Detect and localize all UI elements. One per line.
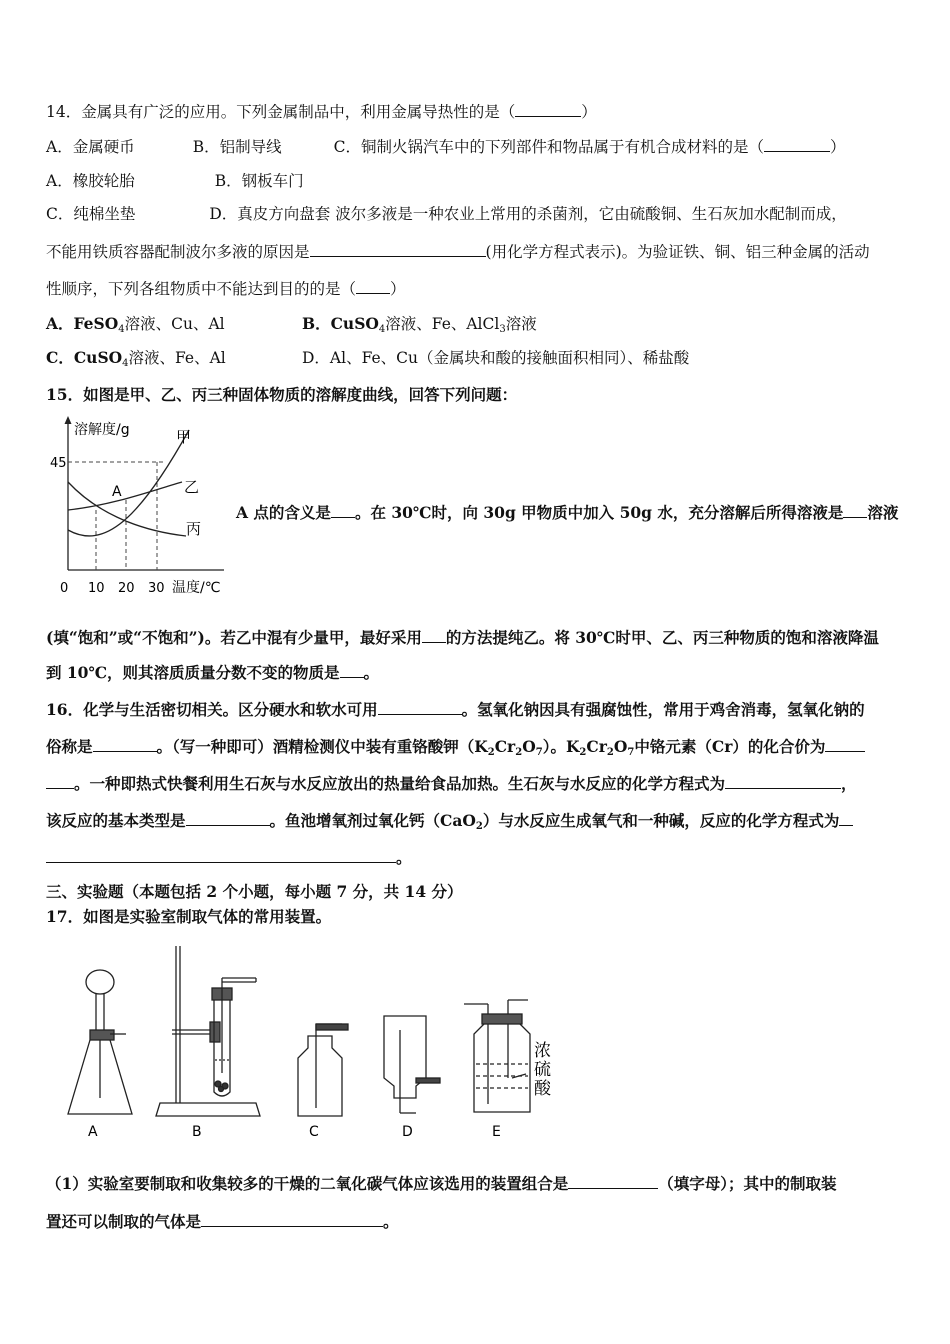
q15-blank-4[interactable] bbox=[340, 663, 364, 678]
q15-side-text: A 点的含义是 。在 30℃时，向 30g 甲物质中加入 50g 水，充分溶解后所得溶液是 溶液 bbox=[236, 503, 899, 522]
graph-x-tick-30: 30 bbox=[148, 581, 165, 596]
q14-line-6: 性顺序，下列各组物质中不能达到目的的是（ ） bbox=[46, 280, 406, 298]
q16-blank-2[interactable] bbox=[93, 737, 157, 752]
apparatus-a bbox=[68, 970, 132, 1114]
apparatus-label-c: C bbox=[309, 1124, 319, 1140]
apparatus-e bbox=[464, 1000, 530, 1112]
q14-options-ab: A．FeSO$_4$溶液、Cu、Al B．CuSO$_4$溶液、Fe、AlCl$_3$溶液 bbox=[46, 314, 537, 335]
q16-blank-3a[interactable] bbox=[825, 737, 865, 752]
apparatus-label-d: D bbox=[402, 1124, 413, 1140]
graph-xlabel: 温度/℃ bbox=[172, 580, 221, 596]
graph-label-bing: 丙 bbox=[186, 520, 202, 538]
q15-line-2: (填“饱和”或“不饱和”)。若乙中混有少量甲，最好采用 的方法提纯乙。将 30℃时甲、乙、丙三种物质的饱和溶液降温 bbox=[46, 628, 879, 647]
graph-x-tick-0: 0 bbox=[60, 581, 69, 596]
q14-option-b: B．铝制导线 bbox=[192, 138, 282, 156]
q14-line-4: C．纯棉坐垫 D．真皮方向盘套 波尔多液是一种农业上常用的杀菌剂，它由硫酸铜、生石灰加水配制而成， bbox=[46, 205, 847, 223]
curve-jia bbox=[68, 428, 192, 536]
q16-line-2: 俗称是 。（写一种即可）酒精检测仪中装有重铬酸钾$(K_2Cr_2O_7)$。$K_2Cr_2O_7$中铬元素（Cr）的化合价为 bbox=[46, 737, 865, 757]
q16-line-4: 该反应的基本类型是 。鱼池增氧剂过氧化钙（CaO$_2$）与水反应生成氧气和一种碱，反应的化学方程式为 bbox=[46, 811, 853, 831]
q14-option-c: C．铜制火锅汽车中的下列部件和物品属于有机合成材料的是（ bbox=[333, 138, 764, 156]
q16-line-3: 。一种即热式快餐利用生石灰与水反应放出的热量给食品加热。生石灰与水反应的化学方程式为 ， bbox=[46, 774, 857, 794]
q16-blank-3b[interactable] bbox=[46, 774, 74, 789]
apparatus-b bbox=[156, 946, 260, 1116]
q16-line-1: 16．化学与生活密切相关。区分硬水和软水可用 。氢氧化钠因具有强腐蚀性，常用于鸡舍消毒，氢氧化钠的 bbox=[46, 700, 865, 719]
graph-label-jia: 甲 bbox=[176, 428, 192, 446]
q14-line-5: 不能用铁质容器配制波尔多液的原因是 (用化学方程式表示)。为验证铁、铜、铝三种金属的活动 bbox=[46, 243, 870, 261]
q17-part1-line1: （1）实验室要制取和收集较多的干燥的二氧化碳气体应该选用的装置组合是 （填字母）；其中的制取装 bbox=[46, 1174, 837, 1193]
apparatus-figure bbox=[60, 938, 580, 1148]
graph-x-tick-20: 20 bbox=[118, 581, 135, 596]
apparatus-d bbox=[384, 1016, 440, 1113]
apparatus-label-a: A bbox=[88, 1124, 98, 1140]
q17-part1-line2: 置还可以制取的气体是 。 bbox=[46, 1212, 399, 1231]
q16-blank-6b[interactable] bbox=[46, 848, 396, 863]
graph-y-tick-45: 45 bbox=[50, 456, 67, 471]
acid-label-3: 酸 bbox=[534, 1079, 551, 1099]
q14-blank-2[interactable] bbox=[764, 137, 830, 152]
section-3-title: 三、实验题（本题包括 2 个小题，每小题 7 分，共 14 分） bbox=[46, 882, 463, 901]
q14-option-a: A．金属硬币 bbox=[46, 138, 135, 156]
q14-options-cd: C．CuSO$_4$溶液、Fe、Al D．Al、Fe、Cu（金属块和酸的接触面积相同）、稀盐酸 bbox=[46, 348, 690, 369]
q14-line-3: A．橡胶轮胎 B．钢板车门 bbox=[46, 172, 304, 190]
graph-ylabel: 溶解度/g bbox=[74, 422, 130, 438]
curve-bing bbox=[68, 482, 186, 536]
curve-yi bbox=[68, 482, 182, 510]
q15-blank-1[interactable] bbox=[331, 503, 355, 518]
q15-blank-2[interactable] bbox=[843, 503, 867, 518]
q16-blank-5[interactable] bbox=[186, 811, 270, 826]
graph-label-yi: 乙 bbox=[184, 478, 200, 496]
solubility-graph bbox=[44, 410, 244, 610]
q16-blank-6a[interactable] bbox=[839, 811, 853, 826]
graph-x-tick-10: 10 bbox=[88, 581, 105, 596]
q16-line-5: 。 bbox=[46, 848, 412, 868]
q17-stem: 17．如图是实验室制取气体的常用装置。 bbox=[46, 907, 332, 926]
acid-label-1: 浓 bbox=[534, 1041, 551, 1061]
q15-stem: 15．如图是甲、乙、丙三种固体物质的溶解度曲线，回答下列问题： bbox=[46, 385, 518, 404]
y-axis-arrow bbox=[65, 416, 72, 424]
q15-line-3: 到 10℃，则其溶质质量分数不变的物质是 。 bbox=[46, 663, 380, 682]
graph-point-a: A bbox=[112, 484, 122, 500]
q14-equation-blank[interactable] bbox=[310, 242, 486, 257]
q14-line-1: 14．金属具有广泛的应用。下列金属制品中，利用金属导热性的是（ ） bbox=[46, 103, 597, 121]
apparatus-c bbox=[298, 1024, 348, 1116]
apparatus-label-b: B bbox=[192, 1124, 202, 1140]
apparatus-label-e: E bbox=[492, 1124, 501, 1140]
q15-blank-3[interactable] bbox=[422, 628, 446, 643]
q17-blank-2[interactable] bbox=[201, 1212, 383, 1227]
q16-blank-1[interactable] bbox=[378, 700, 462, 715]
acid-label-2: 硫 bbox=[534, 1060, 551, 1080]
q14-line-2: A．金属硬币 B．铝制导线 C．铜制火锅汽车中的下列部件和物品属于有机合成材料的是（ ） bbox=[46, 138, 846, 156]
q17-blank-1[interactable] bbox=[568, 1174, 658, 1189]
q16-blank-4[interactable] bbox=[725, 774, 841, 789]
q14-stem: 14．金属具有广泛的应用。下列金属制品中，利用金属导热性的是（ bbox=[46, 103, 516, 121]
q14-blank-3[interactable] bbox=[356, 279, 390, 294]
q14-answer-blank[interactable] bbox=[515, 102, 581, 117]
